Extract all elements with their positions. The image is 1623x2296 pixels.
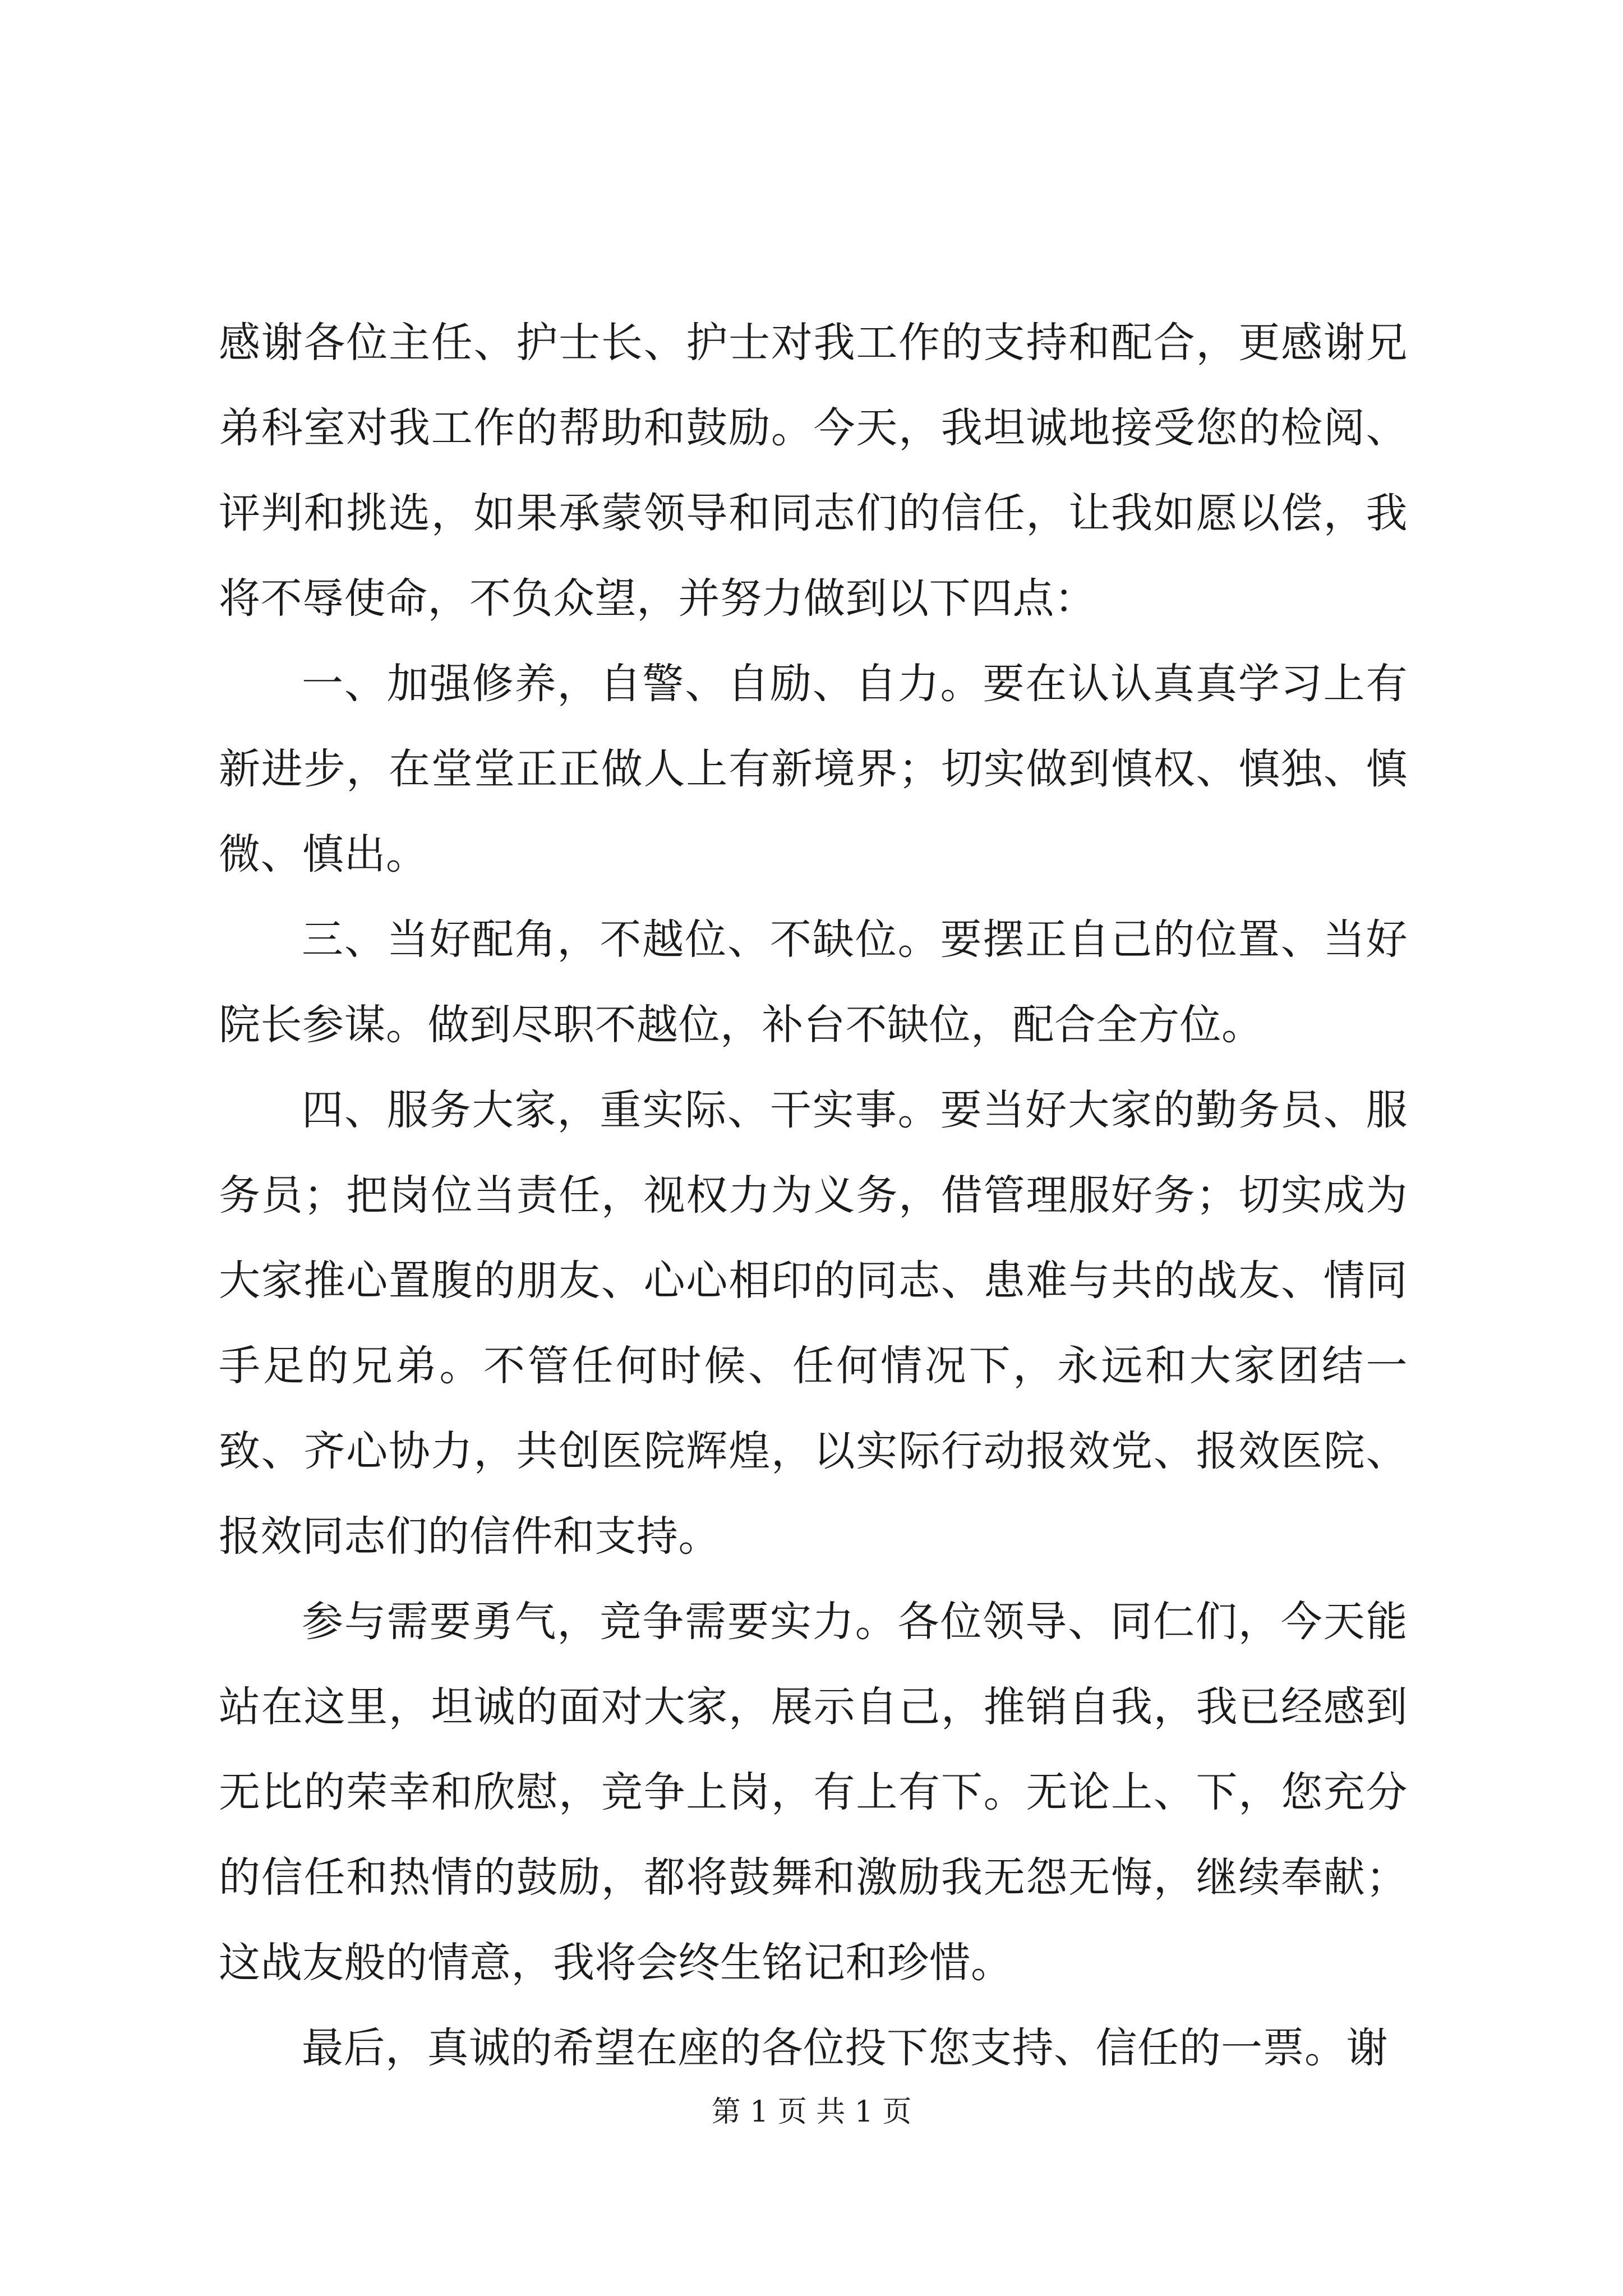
paragraph-3: 三、当好配角，不越位、不缺位。要摆正自己的位置、当好院长参谋。做到尽职不越位，补台不缺位，配合全方位。 xyxy=(219,915,1408,1049)
page-footer: 第 1 页 共 1 页 xyxy=(711,2095,912,2129)
paragraph-1: 感谢各位主任、护士长、护士对我工作的支持和配合，更感谢兄弟科室对我工作的帮助和鼓励。今天，我坦诚地接受您的检阅、评判和挑选，如果承蒙领导和同志们的信任，让我如愿以偿，我将不辱使命，不负众望，并努力做到以下四点： xyxy=(219,319,1408,623)
paragraph-5: 参与需要勇气，竞争需要实力。各位领导、同仁们，今天能站在这里，坦诚的面对大家，展示自己，推销自我，我已经感到无比的荣幸和欣慰，竞争上岗，有上有下。无论上、下，您充分的信任和热情的鼓励，都将鼓舞和激励我无怨无悔，继续奉献；这战友般的情意，我将会终生铭记和珍惜。 xyxy=(219,1598,1408,1987)
document-body xyxy=(219,300,1408,2091)
paragraph-4: 四、服务大家，重实际、干实事。要当好大家的勤务员、服务员；把岗位当责任，视权力为义务，借管理服好务；切实成为大家推心置腹的朋友、心心相印的同志、患难与共的战友、情同手足的兄弟。不管任何时候、任何情况下，永远和大家团结一致、齐心协力，共创医院辉煌，以实际行动报效党、报效医院、报效同志们的信件和支持。 xyxy=(219,1086,1408,1561)
paragraph-2: 一、加强修养，自警、自励、自力。要在认认真真学习上有新进步，在堂堂正正做人上有新境界；切实做到慎权、慎独、慎微、慎出。 xyxy=(219,660,1408,878)
paragraph-6: 最后，真诚的希望在座的各位投下您支持、信任的一票。谢 xyxy=(302,2024,1388,2072)
